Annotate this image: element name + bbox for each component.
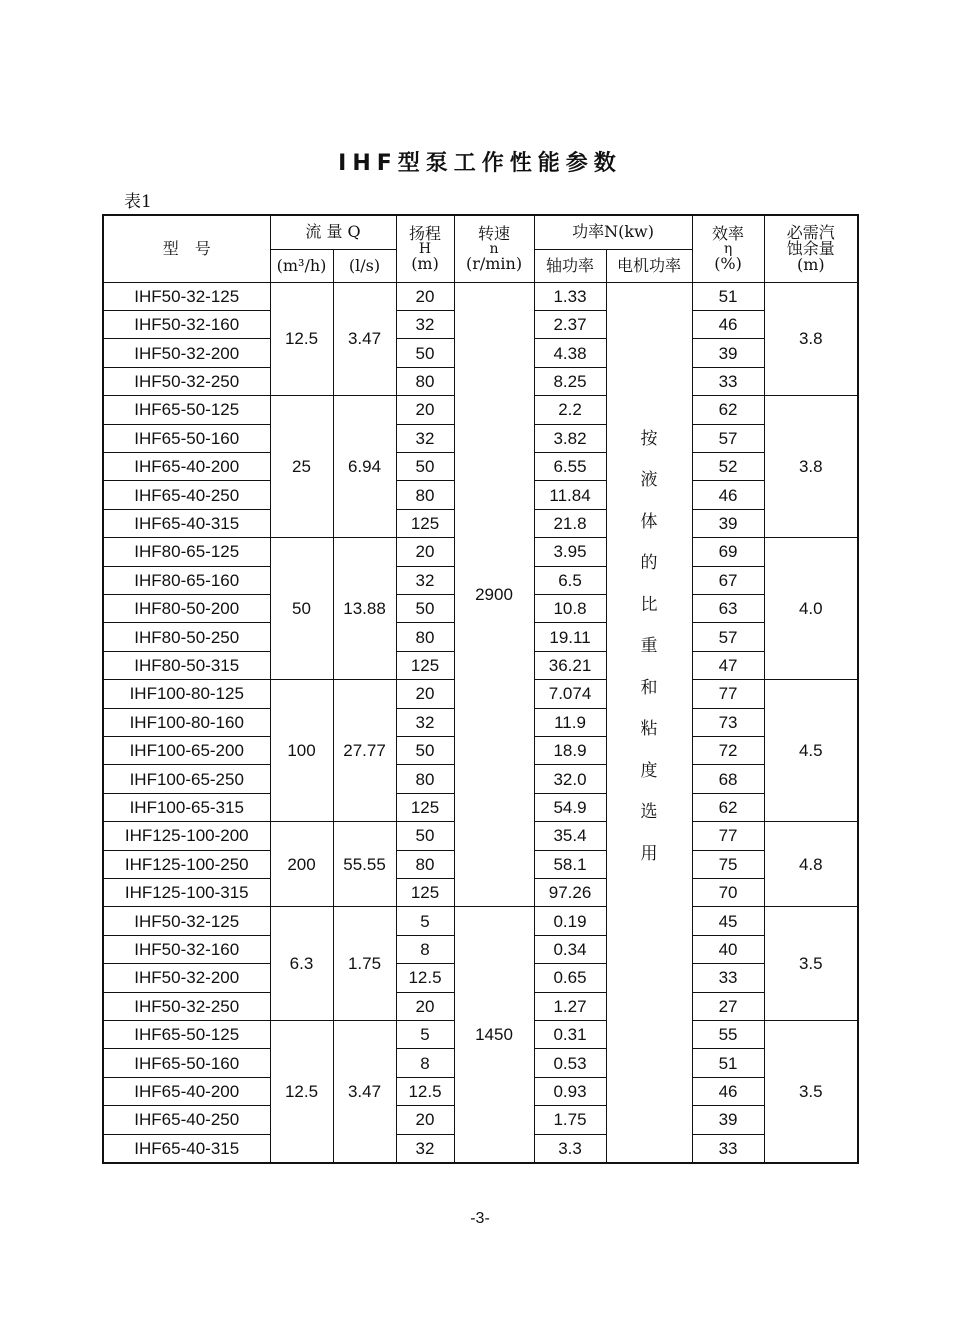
header-shaft-power: 轴功率 — [534, 249, 606, 282]
efficiency-cell: 39 — [692, 509, 764, 537]
head-cell: 80 — [396, 765, 454, 793]
efficiency-cell: 68 — [692, 765, 764, 793]
head-cell: 20 — [396, 992, 454, 1020]
shaft-power-cell: 35.4 — [534, 822, 606, 850]
shaft-power-cell: 0.19 — [534, 907, 606, 935]
speed-cell: 2900 — [454, 282, 534, 907]
header-npsh-unit: (m) — [796, 254, 825, 274]
model-cell: IHF50-32-160 — [103, 310, 270, 338]
efficiency-cell: 70 — [692, 879, 764, 907]
efficiency-cell: 51 — [692, 1049, 764, 1077]
efficiency-cell: 57 — [692, 424, 764, 452]
shaft-power-cell: 11.84 — [534, 481, 606, 509]
shaft-power-cell: 6.55 — [534, 452, 606, 480]
efficiency-cell: 77 — [692, 680, 764, 708]
shaft-power-cell: 3.82 — [534, 424, 606, 452]
shaft-power-cell: 1.75 — [534, 1106, 606, 1134]
header-head — [396, 215, 454, 282]
page-title: IHF型泵工作性能参数 — [338, 151, 622, 176]
header-speed-label: 转速 — [478, 223, 511, 243]
model-cell: IHF80-65-160 — [103, 566, 270, 594]
model-cell: IHF50-32-250 — [103, 367, 270, 395]
efficiency-cell: 77 — [692, 822, 764, 850]
table-row — [103, 282, 858, 310]
efficiency-cell: 55 — [692, 1021, 764, 1049]
header-model: 型 号 — [103, 215, 270, 282]
efficiency-cell: 33 — [692, 964, 764, 992]
model-cell: IHF125-100-250 — [103, 850, 270, 878]
flow-m3h-cell: 50 — [270, 538, 333, 680]
efficiency-cell: 57 — [692, 623, 764, 651]
header-flow-unit-m3h: (m³/h) — [270, 249, 333, 282]
efficiency-cell: 52 — [692, 452, 764, 480]
header-efficiency-symbol: η — [723, 240, 733, 257]
motor-power-note-char: 液 — [640, 470, 658, 490]
shaft-power-cell: 32.0 — [534, 765, 606, 793]
head-cell: 125 — [396, 879, 454, 907]
efficiency-cell: 73 — [692, 708, 764, 736]
head-cell: 80 — [396, 850, 454, 878]
efficiency-cell: 40 — [692, 935, 764, 963]
shaft-power-cell: 36.21 — [534, 651, 606, 679]
model-cell: IHF100-65-250 — [103, 765, 270, 793]
head-cell: 80 — [396, 623, 454, 651]
flow-m3h-cell: 12.5 — [270, 282, 333, 396]
model-cell: IHF50-32-125 — [103, 907, 270, 935]
model-cell: IHF80-50-315 — [103, 651, 270, 679]
head-cell: 50 — [396, 594, 454, 622]
header-power: 功率N(kw) — [534, 215, 692, 249]
model-cell: IHF100-80-125 — [103, 680, 270, 708]
motor-power-note-char: 度 — [640, 760, 658, 781]
head-cell: 32 — [396, 708, 454, 736]
head-cell: 32 — [396, 310, 454, 338]
shaft-power-cell: 1.27 — [534, 992, 606, 1020]
head-cell: 8 — [396, 1049, 454, 1077]
table-body — [103, 282, 858, 1163]
efficiency-cell: 72 — [692, 737, 764, 765]
head-cell: 125 — [396, 793, 454, 821]
efficiency-cell: 46 — [692, 1077, 764, 1105]
header-speed-unit: (r/min) — [465, 253, 523, 273]
head-cell: 12.5 — [396, 1077, 454, 1105]
shaft-power-cell: 6.5 — [534, 566, 606, 594]
head-cell: 32 — [396, 424, 454, 452]
shaft-power-cell: 3.95 — [534, 538, 606, 566]
shaft-power-cell: 3.3 — [534, 1134, 606, 1163]
head-cell: 80 — [396, 481, 454, 509]
head-cell: 20 — [396, 680, 454, 708]
efficiency-cell: 27 — [692, 992, 764, 1020]
speed-cell: 1450 — [454, 907, 534, 1163]
motor-power-note-char: 和 — [640, 677, 658, 698]
efficiency-cell: 47 — [692, 651, 764, 679]
shaft-power-cell: 0.53 — [534, 1049, 606, 1077]
header-head-symbol: H — [418, 240, 432, 257]
page-number: -3- — [470, 1210, 490, 1227]
flow-ls-cell: 27.77 — [333, 680, 396, 822]
shaft-power-cell: 10.8 — [534, 594, 606, 622]
shaft-power-cell: 0.34 — [534, 935, 606, 963]
flow-ls-cell: 1.75 — [333, 907, 396, 1021]
npsh-cell: 3.5 — [764, 1021, 858, 1163]
flow-m3h-cell: 200 — [270, 822, 333, 907]
model-cell: IHF50-32-200 — [103, 339, 270, 367]
flow-ls-cell: 3.47 — [333, 1021, 396, 1163]
efficiency-cell: 46 — [692, 310, 764, 338]
shaft-power-cell: 4.38 — [534, 339, 606, 367]
shaft-power-cell: 19.11 — [534, 623, 606, 651]
header-flow-unit-ls: (l/s) — [333, 249, 396, 282]
shaft-power-cell: 0.31 — [534, 1021, 606, 1049]
header-efficiency-unit: (%) — [714, 253, 742, 273]
head-cell: 50 — [396, 339, 454, 367]
model-cell: IHF65-40-250 — [103, 481, 270, 509]
model-cell: IHF80-50-250 — [103, 623, 270, 651]
model-cell: IHF80-50-200 — [103, 594, 270, 622]
header-npsh — [764, 215, 858, 282]
model-cell: IHF125-100-315 — [103, 879, 270, 907]
efficiency-cell: 33 — [692, 1134, 764, 1163]
shaft-power-cell: 8.25 — [534, 367, 606, 395]
model-cell: IHF50-32-160 — [103, 935, 270, 963]
model-cell: IHF65-40-315 — [103, 1134, 270, 1163]
npsh-cell: 3.8 — [764, 396, 858, 538]
head-cell: 8 — [396, 935, 454, 963]
shaft-power-cell: 58.1 — [534, 850, 606, 878]
motor-power-note-char: 选 — [640, 802, 658, 822]
head-cell: 20 — [396, 282, 454, 310]
npsh-cell: 4.8 — [764, 822, 858, 907]
head-cell: 20 — [396, 396, 454, 424]
shaft-power-cell: 11.9 — [534, 708, 606, 736]
npsh-cell: 4.0 — [764, 538, 858, 680]
motor-power-note-char: 体 — [640, 511, 658, 532]
npsh-cell: 3.5 — [764, 907, 858, 1021]
motor-power-note-text — [607, 283, 692, 876]
shaft-power-cell: 97.26 — [534, 879, 606, 907]
model-cell: IHF50-32-125 — [103, 282, 270, 310]
model-cell: IHF125-100-200 — [103, 822, 270, 850]
head-cell: 125 — [396, 651, 454, 679]
model-cell: IHF65-40-200 — [103, 452, 270, 480]
flow-m3h-cell: 100 — [270, 680, 333, 822]
head-cell: 50 — [396, 737, 454, 765]
header-head-label: 扬程 — [409, 223, 442, 243]
head-cell: 32 — [396, 1134, 454, 1163]
model-cell: IHF100-65-200 — [103, 737, 270, 765]
header-npsh-line1: 必需汽 — [786, 222, 835, 242]
header-efficiency — [692, 215, 764, 282]
motor-power-note-char: 比 — [640, 594, 658, 615]
shaft-power-cell: 2.37 — [534, 310, 606, 338]
shaft-power-cell: 21.8 — [534, 509, 606, 537]
shaft-power-cell: 2.2 — [534, 396, 606, 424]
npsh-cell: 4.5 — [764, 680, 858, 822]
model-cell: IHF100-65-315 — [103, 793, 270, 821]
flow-ls-cell: 55.55 — [333, 822, 396, 907]
shaft-power-cell: 0.93 — [534, 1077, 606, 1105]
head-cell: 80 — [396, 367, 454, 395]
head-cell: 32 — [396, 566, 454, 594]
shaft-power-cell: 7.074 — [534, 680, 606, 708]
efficiency-cell: 45 — [692, 907, 764, 935]
model-cell: IHF50-32-200 — [103, 964, 270, 992]
efficiency-cell: 39 — [692, 1106, 764, 1134]
shaft-power-cell: 18.9 — [534, 737, 606, 765]
model-cell: IHF65-50-125 — [103, 1021, 270, 1049]
shaft-power-cell: 1.33 — [534, 282, 606, 310]
motor-power-note-char: 粘 — [640, 719, 658, 739]
head-cell: 20 — [396, 538, 454, 566]
flow-m3h-cell: 12.5 — [270, 1021, 333, 1163]
header-efficiency-label: 效率 — [712, 223, 745, 243]
npsh-cell: 3.8 — [764, 282, 858, 396]
model-cell: IHF65-40-250 — [103, 1106, 270, 1134]
motor-power-note — [606, 282, 692, 1163]
motor-power-note-char: 按 — [640, 428, 658, 449]
head-cell: 20 — [396, 1106, 454, 1134]
shaft-power-cell: 54.9 — [534, 793, 606, 821]
efficiency-cell: 33 — [692, 367, 764, 395]
model-cell: IHF50-32-250 — [103, 992, 270, 1020]
performance-table — [102, 214, 859, 1164]
efficiency-cell: 67 — [692, 566, 764, 594]
head-cell: 125 — [396, 509, 454, 537]
efficiency-cell: 39 — [692, 339, 764, 367]
efficiency-cell: 51 — [692, 282, 764, 310]
head-cell: 12.5 — [396, 964, 454, 992]
header-npsh-line2: 蚀余量 — [786, 238, 835, 258]
head-cell: 5 — [396, 907, 454, 935]
model-cell: IHF65-40-200 — [103, 1077, 270, 1105]
header-speed-symbol: n — [489, 240, 499, 257]
efficiency-cell: 62 — [692, 793, 764, 821]
flow-ls-cell: 3.47 — [333, 282, 396, 396]
motor-power-note-char: 用 — [640, 843, 658, 864]
efficiency-cell: 63 — [692, 594, 764, 622]
flow-ls-cell: 6.94 — [333, 396, 396, 538]
header-head-unit: (m) — [411, 253, 439, 273]
header-speed — [454, 215, 534, 282]
model-cell: IHF65-50-125 — [103, 396, 270, 424]
model-cell: IHF100-80-160 — [103, 708, 270, 736]
motor-power-note-char: 的 — [640, 553, 658, 573]
head-cell: 50 — [396, 452, 454, 480]
table-label: 表1 — [124, 192, 152, 212]
efficiency-cell: 46 — [692, 481, 764, 509]
model-cell: IHF80-65-125 — [103, 538, 270, 566]
efficiency-cell: 62 — [692, 396, 764, 424]
model-cell: IHF65-50-160 — [103, 424, 270, 452]
head-cell: 5 — [396, 1021, 454, 1049]
model-cell: IHF65-40-315 — [103, 509, 270, 537]
table-row — [103, 907, 858, 935]
flow-m3h-cell: 6.3 — [270, 907, 333, 1021]
head-cell: 50 — [396, 822, 454, 850]
flow-m3h-cell: 25 — [270, 396, 333, 538]
motor-power-note-char: 重 — [640, 636, 658, 656]
header-flow: 流 量 Q — [270, 215, 396, 249]
model-cell: IHF65-50-160 — [103, 1049, 270, 1077]
shaft-power-cell: 0.65 — [534, 964, 606, 992]
flow-ls-cell: 13.88 — [333, 538, 396, 680]
header-motor-power: 电机功率 — [606, 249, 692, 282]
efficiency-cell: 75 — [692, 850, 764, 878]
efficiency-cell: 69 — [692, 538, 764, 566]
